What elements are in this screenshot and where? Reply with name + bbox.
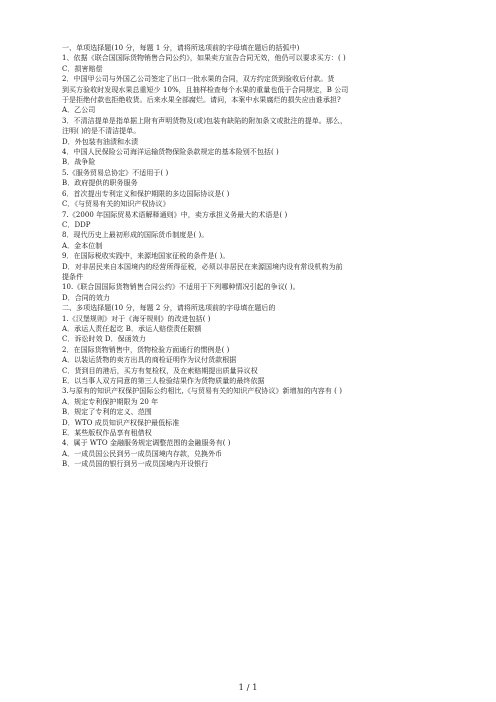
page-number: 1 / 1 <box>238 683 258 693</box>
text-line: D．WTO 成员知识产权保护最低标准 <box>62 418 180 427</box>
text-line: C．损害赔偿 <box>62 64 103 73</box>
text-line: 4．属于 WTO 金融服务规定调整范围的金融服务有( ) <box>62 439 231 448</box>
text-line: E．某些版权作品享有租借权 <box>62 429 152 438</box>
text-line: A．金本位制 <box>62 241 103 250</box>
text-line: 于是拒绝付款也拒绝收货。后来水果全部腐烂。请问，本案中水果腐烂的损失应由谁承担? <box>62 96 341 105</box>
text-line: B．一成员国的银行到另一成员国境内开设银行 <box>62 460 209 469</box>
text-line: 7.《2000 年国际贸易术语解释通则》中，卖方承担义务最大的术语是( ) <box>62 210 288 219</box>
document-body <box>62 43 440 470</box>
text-line: B．政府提供的职务服务 <box>62 179 138 188</box>
text-line: 9．在国际税收实践中，来源地国家征税的条件是( )。 <box>62 252 230 261</box>
text-line: C．《与贸易有关的知识产权协议》 <box>62 200 170 209</box>
text-line: 注明( )的是不清洁提单。 <box>62 127 141 136</box>
text-line: D．对非居民来自本国境内的经营所得征税，必须以非居民在来源国境内设有常设机构为前 <box>62 262 343 271</box>
text-line: A．一成员国公民到另一成员国境内存款，兑换外币 <box>62 449 223 458</box>
text-line: 8．现代历史上最初形成的国际货币制度是( )。 <box>62 231 209 240</box>
text-line: A．以装运货物的卖方出具的商检证明作为议付货款根据 <box>62 356 237 365</box>
text-line: C．DDP <box>62 220 91 229</box>
text-line: 2．中国甲公司与外国乙公司签定了出口一批水果的合同，双方约定货到验收后付款。货 <box>62 75 335 84</box>
text-line: A．规定专利保护期限为 20 年 <box>62 397 159 406</box>
text-line: E．以当事人双方同意的第三人检验结果作为货物质量的最终依据 <box>62 377 265 385</box>
text-line: A．乙公司 <box>62 106 96 115</box>
text-line: 提条件 <box>62 272 84 281</box>
text-line: 4．中国人民保险公司海洋运输货物保险条款规定的基本险别不包括( ) <box>62 148 279 157</box>
text-line: 二、多项选择题(10 分，每题 2 分，请将所选项前的字母填在题后的 <box>62 304 276 313</box>
text-line: 10.《联合国国际货物销售合同公约》不适用于下列哪种情况引起的争议( )。 <box>62 283 300 292</box>
text-line: 1、依据《联合国国际货物销售合同公约》，如果卖方宣告合同无效，他仍可以要求买方：( ) <box>62 54 346 63</box>
text-line: 6．首次提出专利定义和保护期限的多边国际协议是( ) <box>62 189 230 198</box>
text-line: D．外包装有油渍和水渍 <box>62 137 139 146</box>
text-line: 到买方验收时发现水果总重短少 10%，且抽样检查每个水果的重量也低于合同规定，B 公司 <box>62 85 349 94</box>
text-line: C．诉讼时效 D．保函效力 <box>62 335 146 344</box>
text-line: B．规定了专利的定义、范围 <box>62 408 152 417</box>
text-line: 5.《服务贸易总协定》不适用于( ) <box>62 168 169 177</box>
text-line: A．承运人责任起讫 B．承运人赔偿责任限额 <box>62 324 202 333</box>
text-line: 3．不清洁提单是指单据上附有声明货物及(或)包装有缺陷的附加条文或批注的提单。那么， <box>62 116 348 125</box>
text-line: D．合同的效力 <box>62 293 110 302</box>
text-line: 3.与原有的知识产权保护国际公约相比,《与贸易有关的知识产权协议》新增加的内容有 ( ) <box>62 387 343 396</box>
text-line: 2．在国际货物销售中，货物检验方面通行的惯例是( ) <box>62 345 230 354</box>
text-line: C．货到目的港后，买方有复检权，及在索赔期提出质量异议权 <box>62 366 258 375</box>
text-line: 1.《汉堡规则》对于《海牙规则》的改进包括( ) <box>62 314 211 323</box>
text-line: B．战争险 <box>62 158 96 167</box>
text-line: 一、单项选择题(10 分，每题 1 分，请将所选项前的字母填在题后的括弧中) <box>62 44 300 52</box>
